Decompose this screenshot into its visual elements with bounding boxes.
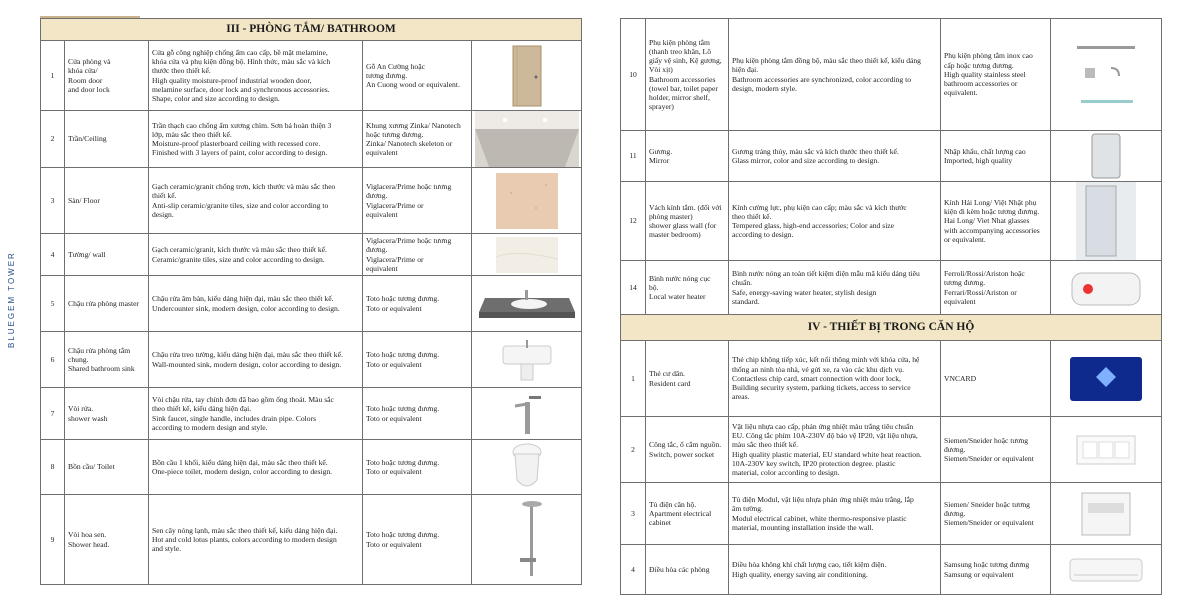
item-description (149, 388, 363, 440)
text-line: Undercounter sink, modern design, color according to design. (152, 303, 340, 313)
row-number: 6 (41, 332, 65, 388)
text-line: Viglacera/Prime hoặc tương (366, 236, 452, 245)
faucet-icon (472, 388, 582, 440)
text-line: Nhập khẩu, chất lượng cao (944, 146, 1026, 156)
text-line: sprayer) (649, 102, 674, 112)
text-line: Toto or equivalent (366, 359, 422, 369)
text-line: Siemen/Sneider or equivalent (944, 518, 1034, 528)
text-line: Sen cây nóng lạnh, màu sắc theo thiết kế, kiểu dáng hiện đại. (152, 525, 338, 535)
text-line: Wall-mounted sink, modern design, color according to design. (152, 359, 342, 369)
text-line: areas. (732, 392, 750, 402)
text-line: theo thiết kế. (732, 211, 772, 221)
shower-glass-icon (1051, 182, 1162, 261)
text-line: Glass mirror, color and size according to design. (732, 156, 880, 165)
text-line: and style. (152, 544, 182, 554)
item-name (65, 168, 149, 234)
item-brand (363, 440, 472, 495)
text-line: holder, mirror shelf, (649, 93, 710, 102)
text-line: tương đương. (944, 278, 986, 288)
text-line: or equivalent. (944, 234, 986, 244)
text-line: hiện đại. (732, 65, 759, 75)
item-brand (363, 234, 472, 276)
item-brand (363, 168, 472, 234)
row-number: 2 (41, 111, 65, 168)
text-line: hoặc tương đương. (366, 129, 424, 139)
text-line: đương. (944, 508, 966, 518)
text-line: Imported, high quality (944, 156, 1013, 165)
text-line: Safe, energy-saving water heater, stylish design (732, 287, 877, 297)
text-line: Anti-slip ceramic/granite tiles, size and color according to (152, 200, 329, 210)
text-line: đương. (944, 444, 966, 454)
text-line: shower glass wall (for (649, 221, 717, 230)
text-line: Tủ điện căn hộ. (649, 499, 697, 509)
item-name (646, 417, 729, 483)
item-brand (363, 495, 472, 585)
item-brand (363, 111, 472, 168)
text-line: lớp, màu sắc theo thiết kế. (152, 129, 232, 139)
section-title: IV - THIẾT BỊ TRONG CĂN HỘ (621, 315, 1162, 341)
text-line: Apartment electrical (649, 508, 712, 518)
text-line: kiện đi kèm hoặc tương đương. (944, 207, 1040, 217)
item-description (149, 495, 363, 585)
text-line: Thẻ chip không tiếp xúc, kết nối thông minh với khóa cửa, hệ (732, 355, 920, 365)
text-line: Trần thạch cao chống ẩm xương chìm. Sơn bả hoàn thiện 3 (152, 120, 332, 130)
text-line: Hot and cold lotus plants, colors according to modern design (152, 534, 337, 544)
text-line: Viglacera/Prime or (366, 254, 424, 264)
text-line: Toto hoặc tương đương. (366, 530, 440, 540)
item-description (729, 545, 941, 595)
text-line: Vòi xịt) (649, 65, 673, 75)
text-line: Bồn cầu 1 khối, kiểu dáng hiện đại, màu sắc theo thiết kế. (152, 457, 328, 467)
text-line: Vòi rửa. (68, 404, 94, 414)
row-number: 8 (41, 440, 65, 495)
floor-tile-icon (472, 168, 582, 234)
text-line: equivalent (366, 209, 398, 219)
text-line: Bathroom accessories are synchronized, color according to (732, 74, 912, 84)
text-line: Tủ điện Modul, vật liệu nhựa phản ứng nhiệt màu trắng, lắp (732, 495, 914, 504)
item-name (646, 131, 729, 182)
text-line: according to design. (732, 230, 794, 240)
item-name (65, 332, 149, 388)
text-line: Gương tráng thủy, màu sắc và kích thước theo thiết kế. (732, 146, 899, 156)
item-name (65, 440, 149, 495)
table-row (621, 131, 1162, 182)
text-line: Ferrari/Rossi/Ariston or (944, 287, 1017, 297)
text-line: Gạch ceramic/granit, kích thước và màu sắc theo thiết kế. (152, 245, 327, 255)
item-description (729, 19, 941, 131)
mirror-icon (1051, 131, 1162, 182)
text-line: An Cuong wood or equivalent. (366, 80, 460, 90)
text-line: EU. Công tắc phím 10A-230V độ bảo vệ IP20, vật liệu nhựa, (732, 431, 918, 440)
text-line: Điều hòa các phòng (649, 564, 710, 574)
item-description (729, 131, 941, 182)
text-line: Siemen/Sneider hoặc tương (944, 435, 1029, 445)
item-name (65, 495, 149, 585)
water-heater-icon (1051, 261, 1162, 315)
item-name (646, 545, 729, 595)
text-line: Sàn/ Floor (68, 195, 100, 205)
item-description (149, 332, 363, 388)
item-name (646, 19, 729, 131)
row-number: 9 (41, 495, 65, 585)
text-line: bộ. (649, 282, 659, 292)
item-description (729, 417, 941, 483)
text-line: Viglacera/Prime or (366, 200, 424, 210)
text-line: One-piece toilet, modern design, color according to design. (152, 467, 333, 476)
text-line: Kính cường lực, phụ kiện cao cấp; màu sắc và kích thước (732, 202, 907, 212)
row-number: 1 (621, 341, 646, 417)
text-line: Tường/ wall (68, 249, 106, 259)
text-line: design. (152, 209, 174, 219)
text-line: design, modern style. (732, 83, 797, 93)
table-row (621, 545, 1162, 595)
item-description (729, 483, 941, 545)
text-line: Bình nước nóng cục (649, 273, 711, 283)
text-line: Toto hoặc tương đương. (366, 404, 440, 414)
text-line: shower wash (68, 413, 108, 423)
text-line: Room door (68, 75, 103, 85)
item-name (65, 41, 149, 111)
section-header-apartment-equipment (621, 315, 1162, 341)
text-line: material, mounting installation inside the wall. (732, 522, 874, 532)
text-line: Gỗ An Cường hoặc (366, 61, 425, 71)
row-number: 12 (621, 182, 646, 261)
item-name (65, 234, 149, 276)
text-line: Moisture-proof plasterboard ceiling with recessed core. (152, 139, 321, 148)
table-row (41, 111, 582, 168)
row-number: 5 (41, 276, 65, 332)
text-line: thống an ninh tòa nhà, vé gửi xe, ra vào các khu dịch vụ. (732, 364, 904, 374)
item-brand (941, 341, 1051, 417)
text-line: cấp hoặc tương đương. (944, 60, 1014, 70)
row-number: 3 (41, 168, 65, 234)
row-number: 1 (41, 41, 65, 111)
text-line: (towel bar, toilet paper (649, 83, 718, 93)
table-row (41, 440, 582, 495)
table-row (621, 261, 1162, 315)
text-line: Siemen/Sneider or equivalent (944, 454, 1034, 464)
item-brand (363, 276, 472, 332)
text-line: Modul electrical cabinet, white thermo-responsive plastic (732, 513, 907, 523)
table-row (41, 276, 582, 332)
text-line: Toto hoặc tương đương. (366, 457, 440, 467)
bathroom-spec-table (40, 18, 581, 585)
table-row (621, 341, 1162, 417)
wall-sink-icon (472, 332, 582, 388)
row-number: 4 (41, 234, 65, 276)
item-description (149, 168, 363, 234)
text-line: Local water heater (649, 292, 706, 302)
item-description (729, 341, 941, 417)
table-row (41, 168, 582, 234)
text-line: material, color according to design. (732, 468, 840, 477)
text-line: equivalent (944, 296, 976, 306)
text-line: master bedroom) (649, 230, 701, 240)
text-line: Chậu rửa phòng master (68, 298, 139, 308)
item-brand (941, 182, 1051, 261)
text-line: Cửa phòng và (68, 57, 111, 66)
item-name (646, 483, 729, 545)
text-line: Chậu rửa phòng tắm (68, 345, 131, 355)
text-line: and door lock (68, 84, 110, 94)
text-line: Samsung or equivalent (944, 569, 1014, 579)
item-description (729, 261, 941, 315)
row-number: 4 (621, 545, 646, 595)
text-line: chuẩn. (732, 278, 753, 288)
text-line: equivalent (366, 148, 398, 158)
section-title: III - PHÒNG TẮM/ BATHROOM (41, 19, 582, 41)
row-number: 3 (621, 483, 646, 545)
text-line: High quality stainless steel (944, 69, 1026, 79)
text-line: Building security system, parking tickets, access to service (732, 383, 911, 393)
text-line: theo thiết kế, kiểu dáng hiện đại. (152, 404, 252, 414)
text-line: Gạch ceramic/granit chống trơn, kích thước và màu sắc theo (152, 182, 336, 191)
text-line: Bình nước nóng an toàn tiết kiệm điện mẫu mã kiểu dáng tiêu (732, 269, 920, 278)
text-line: Hai Long/ Viet Nhat glasses (944, 216, 1030, 226)
item-description (149, 41, 363, 111)
item-brand (941, 261, 1051, 315)
text-line: Vách kính tắm. (đối với (649, 202, 722, 212)
text-line: Thẻ cư dân. (649, 369, 685, 379)
text-line: Vòi chậu rửa, tay chính đơn đã bao gồm ống thoát. Màu sắc (152, 395, 334, 404)
text-line: Vật liệu nhựa cao cấp, phản ứng nhiệt màu trắng tiêu chuẩn (732, 421, 914, 431)
text-line: Phụ kiện phòng tắm inox cao (944, 51, 1033, 61)
row-number: 7 (41, 388, 65, 440)
text-line: Chậu rửa treo tường, kiểu dáng hiện đại, màu sắc theo thiết kế. (152, 350, 343, 360)
text-line: thiết kế. (152, 191, 177, 201)
text-line: Resident card (649, 378, 691, 388)
wooden-door-icon (472, 41, 582, 111)
text-line: 10A-230V key switch, IP20 protection degree. plastic (732, 458, 896, 468)
item-name (646, 261, 729, 315)
text-line: Toto hoặc tương đương. (366, 294, 440, 304)
apartment-spec-table (620, 18, 1161, 595)
text-line: bathroom accessories or (944, 79, 1018, 89)
text-line: khóa cửa/ (68, 66, 98, 76)
section-header-bathroom (41, 19, 582, 41)
table-row (621, 19, 1162, 131)
text-line: Toto or equivalent (366, 303, 422, 313)
text-line: Trần/Ceiling (68, 134, 107, 144)
item-description (149, 234, 363, 276)
text-line: VNCARD (944, 373, 977, 383)
item-name (65, 111, 149, 168)
table-row (621, 182, 1162, 261)
text-line: đương. (366, 245, 388, 255)
text-line: Công tắc, ổ cắm nguồn. (649, 440, 722, 450)
table-row (41, 495, 582, 585)
row-number: 11 (621, 131, 646, 182)
bathroom-accessories-icon (1051, 19, 1162, 131)
text-line: according to modern design and style. (152, 422, 268, 432)
row-number: 14 (621, 261, 646, 315)
wall-switch-icon (1051, 417, 1162, 483)
text-line: Phụ kiện phòng tắm đồng bộ, màu sắc theo thiết kế, kiểu dáng (732, 56, 921, 65)
resident-card-icon (1051, 341, 1162, 417)
item-description (149, 276, 363, 332)
text-line: thước theo thiết kế. (152, 66, 211, 76)
item-brand (363, 41, 472, 111)
toilet-icon (472, 440, 582, 495)
item-name (65, 388, 149, 440)
item-brand (941, 483, 1051, 545)
item-brand (363, 388, 472, 440)
text-line: màu sắc theo thiết kế. (732, 440, 799, 450)
text-line: Phụ kiện phòng tắm (649, 37, 710, 47)
text-line: Bathroom accessories (649, 74, 716, 84)
text-line: Ceramic/granite tiles, size and color according to design. (152, 254, 325, 264)
item-brand (363, 332, 472, 388)
text-line: High quality moisture-proof industrial wooden door, (152, 75, 312, 85)
text-line: Chậu rửa âm bàn, kiểu dáng hiện đại, màu sắc theo thiết kế. (152, 294, 334, 304)
text-line: Ferroli/Rossi/Ariston hoặc (944, 269, 1025, 278)
text-line: standard. (732, 296, 760, 306)
text-line: phòng master) (649, 211, 693, 221)
item-name (646, 182, 729, 261)
item-brand (941, 19, 1051, 131)
text-line: melamine surface, door lock and synchronous accessories. (152, 84, 330, 94)
item-description (149, 111, 363, 168)
text-line: Khung xương Zinka/ Nanotech (366, 120, 461, 130)
text-line: Toto or equivalent (366, 467, 422, 476)
text-line: Bồn cầu/ Toilet (68, 462, 115, 472)
text-line: Cửa gỗ công nghiệp chống ẩm cao cấp, bề mặt melamine, (152, 47, 328, 57)
text-line: Sink faucet, single handle, includes drain pipe. Colors (152, 413, 317, 423)
text-line: âm tường. (732, 504, 763, 514)
item-brand (941, 545, 1051, 595)
ceiling-icon (472, 111, 582, 168)
text-line: Shared bathroom sink (68, 364, 135, 374)
text-line: Tempered glass, high-end accessories; Color and size (732, 221, 895, 230)
text-line: with accompanying accessories (944, 225, 1040, 235)
text-line: Samsung hoặc tương đương (944, 560, 1030, 570)
text-line: Finished with 3 layers of paint, color according to design. (152, 148, 328, 158)
text-line: Kính Hải Long/ Việt Nhật phụ (944, 197, 1037, 207)
building-name-label: BLUEGEM TOWER (7, 251, 16, 349)
item-brand (941, 131, 1051, 182)
item-brand (941, 417, 1051, 483)
text-line: đương. (366, 191, 388, 201)
text-line: equivalent. (944, 88, 978, 98)
shower-head-icon (472, 495, 582, 585)
air-conditioner-icon (1051, 545, 1162, 595)
electrical-cabinet-icon (1051, 483, 1162, 545)
text-line: giấy vệ sinh, Kệ gương, (649, 56, 722, 65)
table-row (621, 417, 1162, 483)
table-row (41, 388, 582, 440)
item-description (729, 182, 941, 261)
text-line: cabinet (649, 518, 671, 528)
text-line: Shape, color and size according to design. (152, 94, 280, 103)
table-row (41, 234, 582, 276)
text-line: Toto or equivalent (366, 413, 422, 423)
text-line: Zinka/ Nanotech skeleton or (366, 139, 453, 148)
wall-tile-icon (472, 234, 582, 276)
text-line: tương đương. (366, 70, 408, 80)
text-line: Viglacera/Prime hoặc tương (366, 182, 452, 191)
text-line: equivalent (366, 263, 398, 273)
text-line: (thanh treo khăn, Lô (649, 46, 711, 56)
text-line: High quality plastic material, EU standard white heat reaction. (732, 449, 922, 459)
row-number: 2 (621, 417, 646, 483)
table-row (621, 483, 1162, 545)
text-line: Vòi hoa sen. (68, 530, 107, 540)
row-number: 10 (621, 19, 646, 131)
item-name (65, 276, 149, 332)
table-row (41, 41, 582, 111)
text-line: High quality, energy saving air conditioning. (732, 569, 868, 579)
undercounter-sink-icon (472, 276, 582, 332)
text-line: Shower head. (68, 539, 110, 549)
text-line: Siemen/ Sneider hoặc tương (944, 499, 1030, 509)
table-row (41, 332, 582, 388)
text-line: Gương. (649, 146, 673, 156)
text-line: chung. (68, 354, 89, 364)
text-line: Switch, power socket (649, 449, 715, 459)
text-line: Toto or equivalent (366, 539, 422, 549)
item-name (646, 341, 729, 417)
text-line: khóa cửa và phụ kiện đồng bộ. Hình thức, màu sắc và kích (152, 57, 331, 66)
text-line: Điều hòa không khí chất lượng cao, tiết kiệm điện. (732, 560, 887, 570)
item-description (149, 440, 363, 495)
text-line: Mirror (649, 156, 670, 165)
text-line: Contactless chip card, smart connection with door lock, (732, 373, 901, 383)
text-line: Toto hoặc tương đương. (366, 350, 440, 360)
